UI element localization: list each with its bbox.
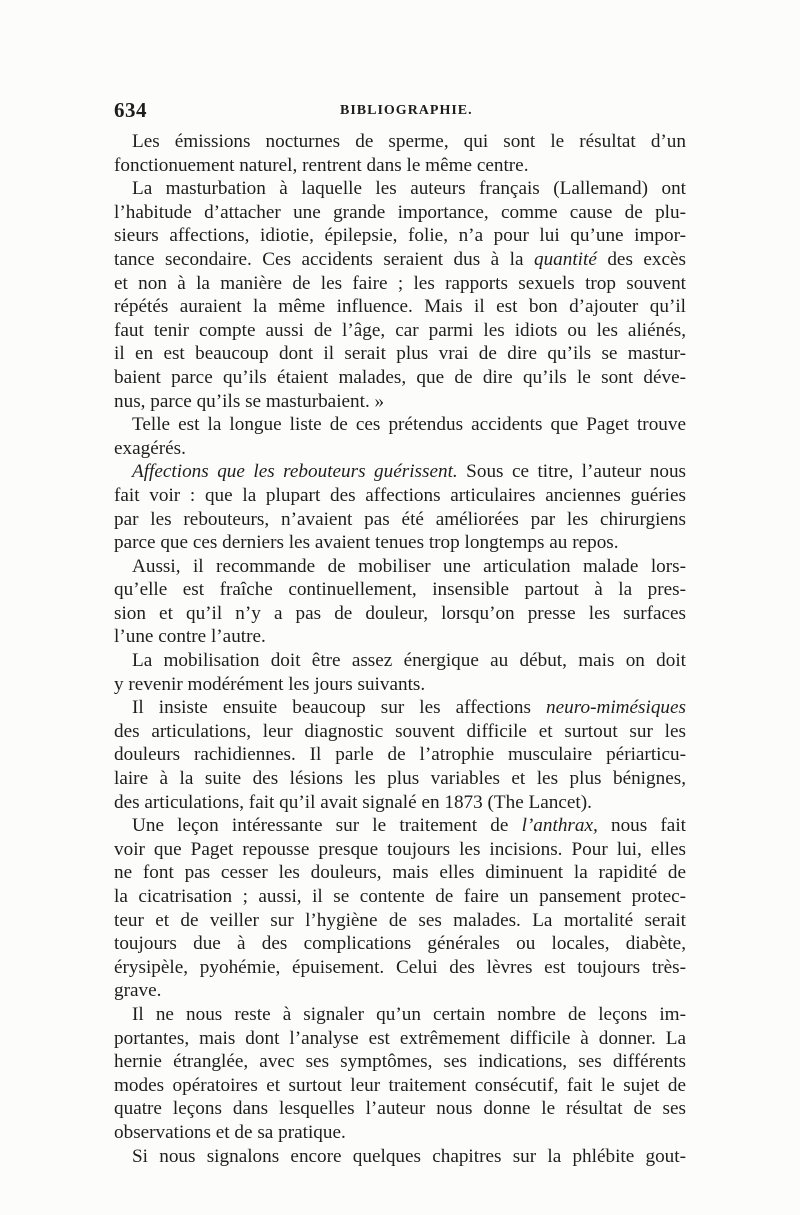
text-line: [114, 295, 686, 319]
text-segment: exagérés.: [114, 437, 186, 459]
text-segment: hernie étranglée, avec ses symptômes, ses indications, ses différents: [114, 1051, 686, 1073]
text-segment: fonctionuement naturel, rentrent dans le même centre.: [114, 154, 529, 176]
text-segment: Si nous signalons encore quelques chapitres sur la phlébite gout-: [132, 1145, 686, 1167]
text-line: [114, 861, 686, 885]
text-line: [114, 1050, 686, 1074]
text-line: [114, 319, 686, 343]
text-segment: la cicatrisation ; aussi, il se contente de faire un pansement protec-: [114, 886, 686, 907]
text-line: [114, 814, 686, 838]
text-line: [114, 673, 686, 697]
italic-text: l’anthrax,: [521, 815, 598, 837]
text-segment: Une leçon intéressante sur le traitement de: [132, 815, 522, 837]
text-segment: parce que ces derniers les avaient tenues trop longtemps au repos.: [114, 532, 619, 554]
text-line: [114, 791, 686, 815]
text-segment: l’une contre l’autre.: [114, 626, 266, 648]
text-line: [114, 979, 686, 1003]
text-line: [114, 602, 686, 626]
text-line: [114, 625, 686, 649]
text-line: [114, 366, 686, 390]
text-line: [114, 224, 686, 248]
text-line: [114, 696, 686, 720]
text-segment: observations et de sa pratique.: [114, 1121, 346, 1143]
page-header: [114, 98, 686, 122]
italic-text: Affections que les rebouteurs guérissent.: [132, 461, 458, 483]
text-segment: teur et de veiller sur l’hygiène de ses malades. La mortalité serait: [114, 909, 686, 931]
text-segment: des articulations, fait qu’il avait signalé en 1873 (The Lancet).: [114, 791, 592, 813]
text-segment: Telle est la longue liste de ces prétendus accidents que Paget trouve: [132, 414, 686, 436]
text-segment: Aussi, il recommande de mobiliser une articulation malade lors-: [132, 555, 686, 577]
text-segment: modes opératoires et surtout leur traitement consécutif, fait le sujet de: [114, 1074, 686, 1096]
text-line: [114, 390, 686, 414]
text-segment: tance secondaire. Ces accidents seraient dus à la: [114, 248, 534, 270]
text-line: [114, 1074, 686, 1098]
text-line: [114, 460, 686, 484]
text-line: [114, 531, 686, 555]
text-segment: La masturbation à laquelle les auteurs français (Lallemand) ont: [132, 178, 686, 200]
text-line: [114, 1027, 686, 1051]
text-line: [114, 413, 686, 437]
text-segment: érysipèle, pyohémie, épuisement. Celui des lèvres est toujours très-: [114, 956, 686, 978]
text-line: [114, 130, 686, 154]
text-line: [114, 956, 686, 980]
italic-text: neuro-mimésiques: [546, 697, 686, 719]
text-segment: par les rebouteurs, n’avaient pas été améliorées par les chirurgiens: [114, 508, 686, 530]
text-segment: faut tenir compte aussi de l’âge, car parmi les idiots ou les aliénés,: [114, 319, 686, 341]
text-segment: des articulations, leur diagnostic souvent difficile et surtout sur les: [114, 720, 686, 742]
text-line: [114, 342, 686, 366]
text-line: [114, 1003, 686, 1027]
text-line: [114, 578, 686, 602]
text-line: [114, 177, 686, 201]
text-segment: qu’elle est fraîche continuellement, insensible partout à la pres-: [114, 579, 686, 601]
text-segment: grave.: [114, 980, 162, 1002]
text-line: [114, 720, 686, 744]
text-line: [114, 885, 686, 909]
text-segment: Il ne nous reste à signaler qu’un certain nombre de leçons im-: [132, 1003, 686, 1025]
text-segment: répétés auraient la même influence. Mais il est bon d’ajouter qu’il: [114, 296, 686, 318]
text-segment: et non à la manière de les faire ; les rapports sexuels trop souvent: [114, 272, 686, 294]
text-line: [114, 767, 686, 791]
text-line: [114, 1145, 686, 1169]
text-segment: ne font pas cesser les douleurs, mais elles diminuent la rapidité de: [114, 862, 686, 884]
text-line: [114, 838, 686, 862]
text-line: [114, 484, 686, 508]
text-line: [114, 743, 686, 767]
text-segment: douleurs rachidiennes. Il parle de l’atrophie musculaire périarticu-: [114, 744, 686, 766]
text-segment: voir que Paget repousse presque toujours les incisions. Pour lui, elles: [114, 838, 686, 860]
text-line: [114, 649, 686, 673]
text-segment: sion et qu’il n’y a pas de douleur, lorsqu’on presse les surfaces: [114, 602, 686, 624]
text-line: [114, 932, 686, 956]
text-line: [114, 272, 686, 296]
text-segment: il en est beaucoup dont il serait plus vrai de dire qu’ils se mastur-: [114, 343, 686, 365]
text-line: [114, 508, 686, 532]
text-line: [114, 437, 686, 461]
text-line: [114, 248, 686, 272]
italic-text: quantité: [533, 248, 597, 270]
text-segment: nous fait: [597, 815, 686, 837]
text-segment: toujours due à des complications générales ou locales, diabète,: [114, 933, 686, 955]
text-segment: des excès: [596, 248, 686, 270]
text-segment: fait voir : que la plupart des affections articulaires anciennes guéries: [114, 484, 686, 506]
text-line: [114, 1097, 686, 1121]
page-number: 634: [114, 98, 147, 122]
text-segment: portantes, mais dont l’analyse est extrêmement difficile à donner. La: [114, 1027, 686, 1049]
text-segment: l’habitude d’attacher une grande importance, comme cause de plu-: [114, 201, 686, 223]
text-segment: quatre leçons dans lesquelles l’auteur nous donne le résultat de ses: [114, 1098, 686, 1120]
text-segment: baient parce qu’ils étaient malades, que de dire qu’ils le sont déve-: [114, 366, 686, 388]
text-segment: y revenir modérément les jours suivants.: [114, 673, 426, 695]
text-segment: nus, parce qu’ils se masturbaient. »: [114, 390, 385, 412]
text-segment: laire à la suite des lésions les plus variables et les plus bénignes,: [114, 768, 686, 790]
text-segment: La mobilisation doit être assez énergique au début, mais on doit: [132, 650, 686, 672]
text-line: [114, 201, 686, 225]
text-line: [114, 909, 686, 933]
text-line: [114, 1121, 686, 1145]
text-line: [114, 555, 686, 579]
text-line: [114, 154, 686, 178]
text-segment: Il insiste ensuite beaucoup sur les affections: [132, 697, 547, 719]
text-segment: Les émissions nocturnes de sperme, qui sont le résultat d’un: [132, 131, 686, 152]
running-title: BIBLIOGRAPHIE.: [340, 103, 473, 118]
body-text: [114, 130, 686, 1168]
text-segment: sieurs affections, idiotie, épilepsie, folie, n’a pour lui qu’une impor-: [114, 225, 686, 247]
text-segment: Sous ce titre, l’auteur nous: [457, 461, 686, 483]
